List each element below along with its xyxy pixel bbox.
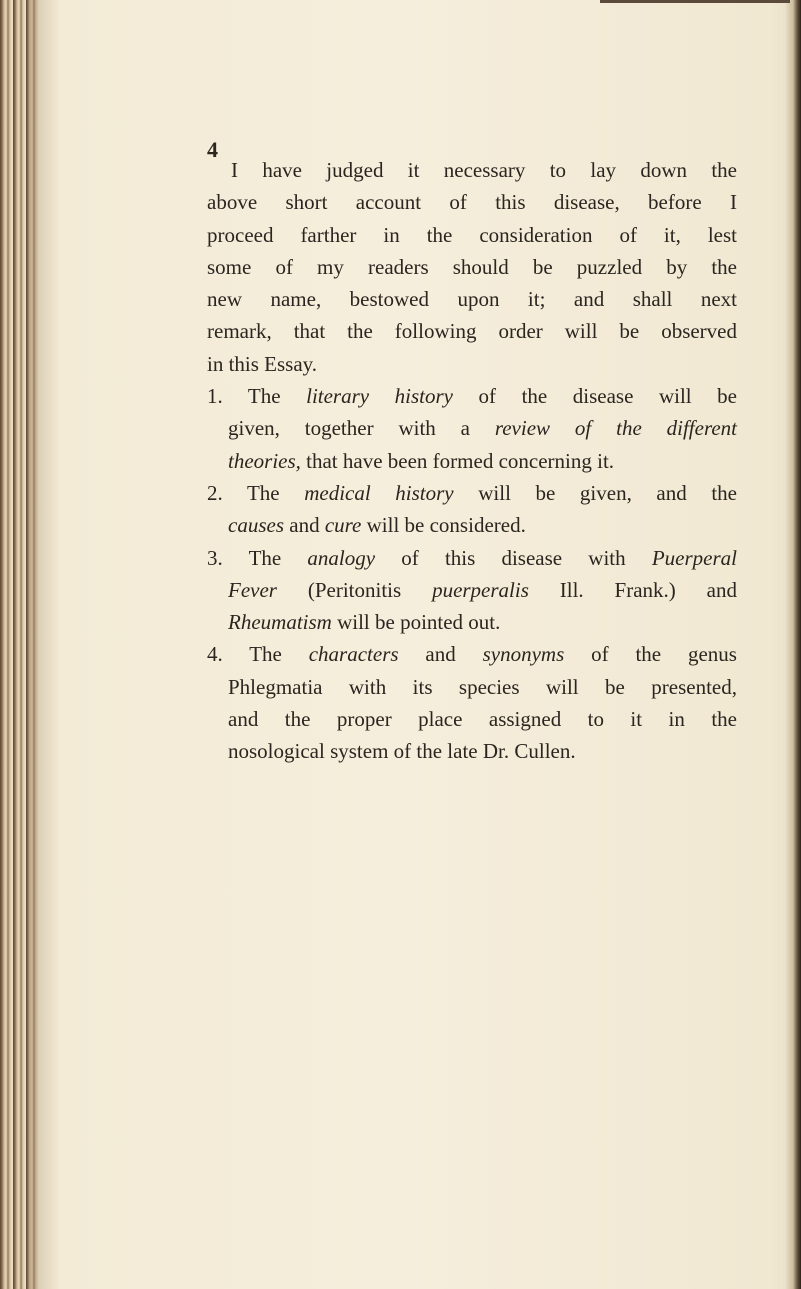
text-line	[207, 380, 737, 412]
text-run: I have judged it necessary to lay down the	[231, 158, 737, 182]
text-run: and	[284, 513, 325, 538]
binding-shadow	[30, 0, 60, 1289]
text-line	[207, 445, 737, 477]
text-line	[207, 671, 737, 703]
text-line	[207, 283, 737, 315]
text-run: 4. The	[207, 642, 309, 667]
italic-text: cure	[324, 513, 362, 538]
text-line	[207, 348, 737, 380]
text-run: some of my readers should be puzzled by the	[207, 254, 737, 279]
text-run: will be given, and the	[453, 480, 737, 505]
text-run: Phlegmatia with its species will be presented,	[228, 674, 737, 699]
italic-text: Rheumatism	[228, 610, 332, 635]
page-edge	[785, 0, 801, 1289]
text-line	[207, 186, 737, 218]
text-run: of this disease with	[375, 545, 652, 570]
text-run: and the proper place assigned to it in the	[228, 707, 737, 732]
text-line	[207, 251, 737, 283]
text-run: that have been formed concerning it.	[300, 448, 615, 473]
text-run: above short account of this disease, before I	[207, 190, 737, 215]
text-line	[207, 606, 737, 638]
text-line	[207, 219, 737, 251]
text-run: nosological system of the late Dr. Cullen.	[228, 739, 576, 764]
italic-text: Fever	[228, 577, 277, 602]
text-run: given, together with a	[228, 416, 495, 441]
italic-text: causes	[228, 513, 284, 538]
text-line	[207, 412, 737, 444]
text-run: will be considered.	[361, 513, 526, 538]
text-run: of the disease will be	[452, 384, 737, 409]
text-line	[207, 542, 737, 574]
body-text	[207, 154, 737, 768]
text-run: Ill. Frank.) and	[528, 577, 737, 602]
italic-text: theories,	[228, 448, 301, 473]
italic-text: characters	[308, 642, 399, 667]
italic-text: medical history	[304, 480, 454, 505]
text-line	[207, 735, 737, 767]
text-run: 3. The	[207, 545, 308, 570]
italic-text: Puerperal	[651, 545, 737, 570]
italic-text: literary history	[306, 384, 453, 409]
text-run: will be pointed out.	[331, 610, 501, 635]
italic-text: analogy	[307, 545, 376, 570]
text-run: new name, bestowed upon it; and shall next	[207, 287, 737, 312]
top-rule	[600, 0, 790, 3]
italic-text: synonyms	[482, 642, 565, 667]
text-line	[207, 703, 737, 735]
text-run: remark, that the following order will be observed	[207, 319, 737, 344]
text-run: and	[398, 642, 483, 667]
text-run: in this Essay.	[207, 351, 318, 376]
text-run: of the genus	[564, 642, 737, 667]
text-line	[207, 477, 737, 509]
italic-text: review of the different	[494, 416, 738, 441]
text-line	[207, 574, 737, 606]
text-run: (Peritonitis	[276, 577, 433, 602]
text-line	[207, 509, 737, 541]
text-run: 2. The	[207, 480, 305, 505]
text-line	[207, 154, 737, 186]
page-number: 4	[207, 137, 218, 162]
text-run: proceed farther in the consideration of it, lest	[207, 222, 737, 247]
italic-text: puerperalis	[432, 577, 529, 602]
text-run: 1. The	[207, 384, 307, 409]
text-line	[207, 638, 737, 670]
text-line	[207, 315, 737, 347]
